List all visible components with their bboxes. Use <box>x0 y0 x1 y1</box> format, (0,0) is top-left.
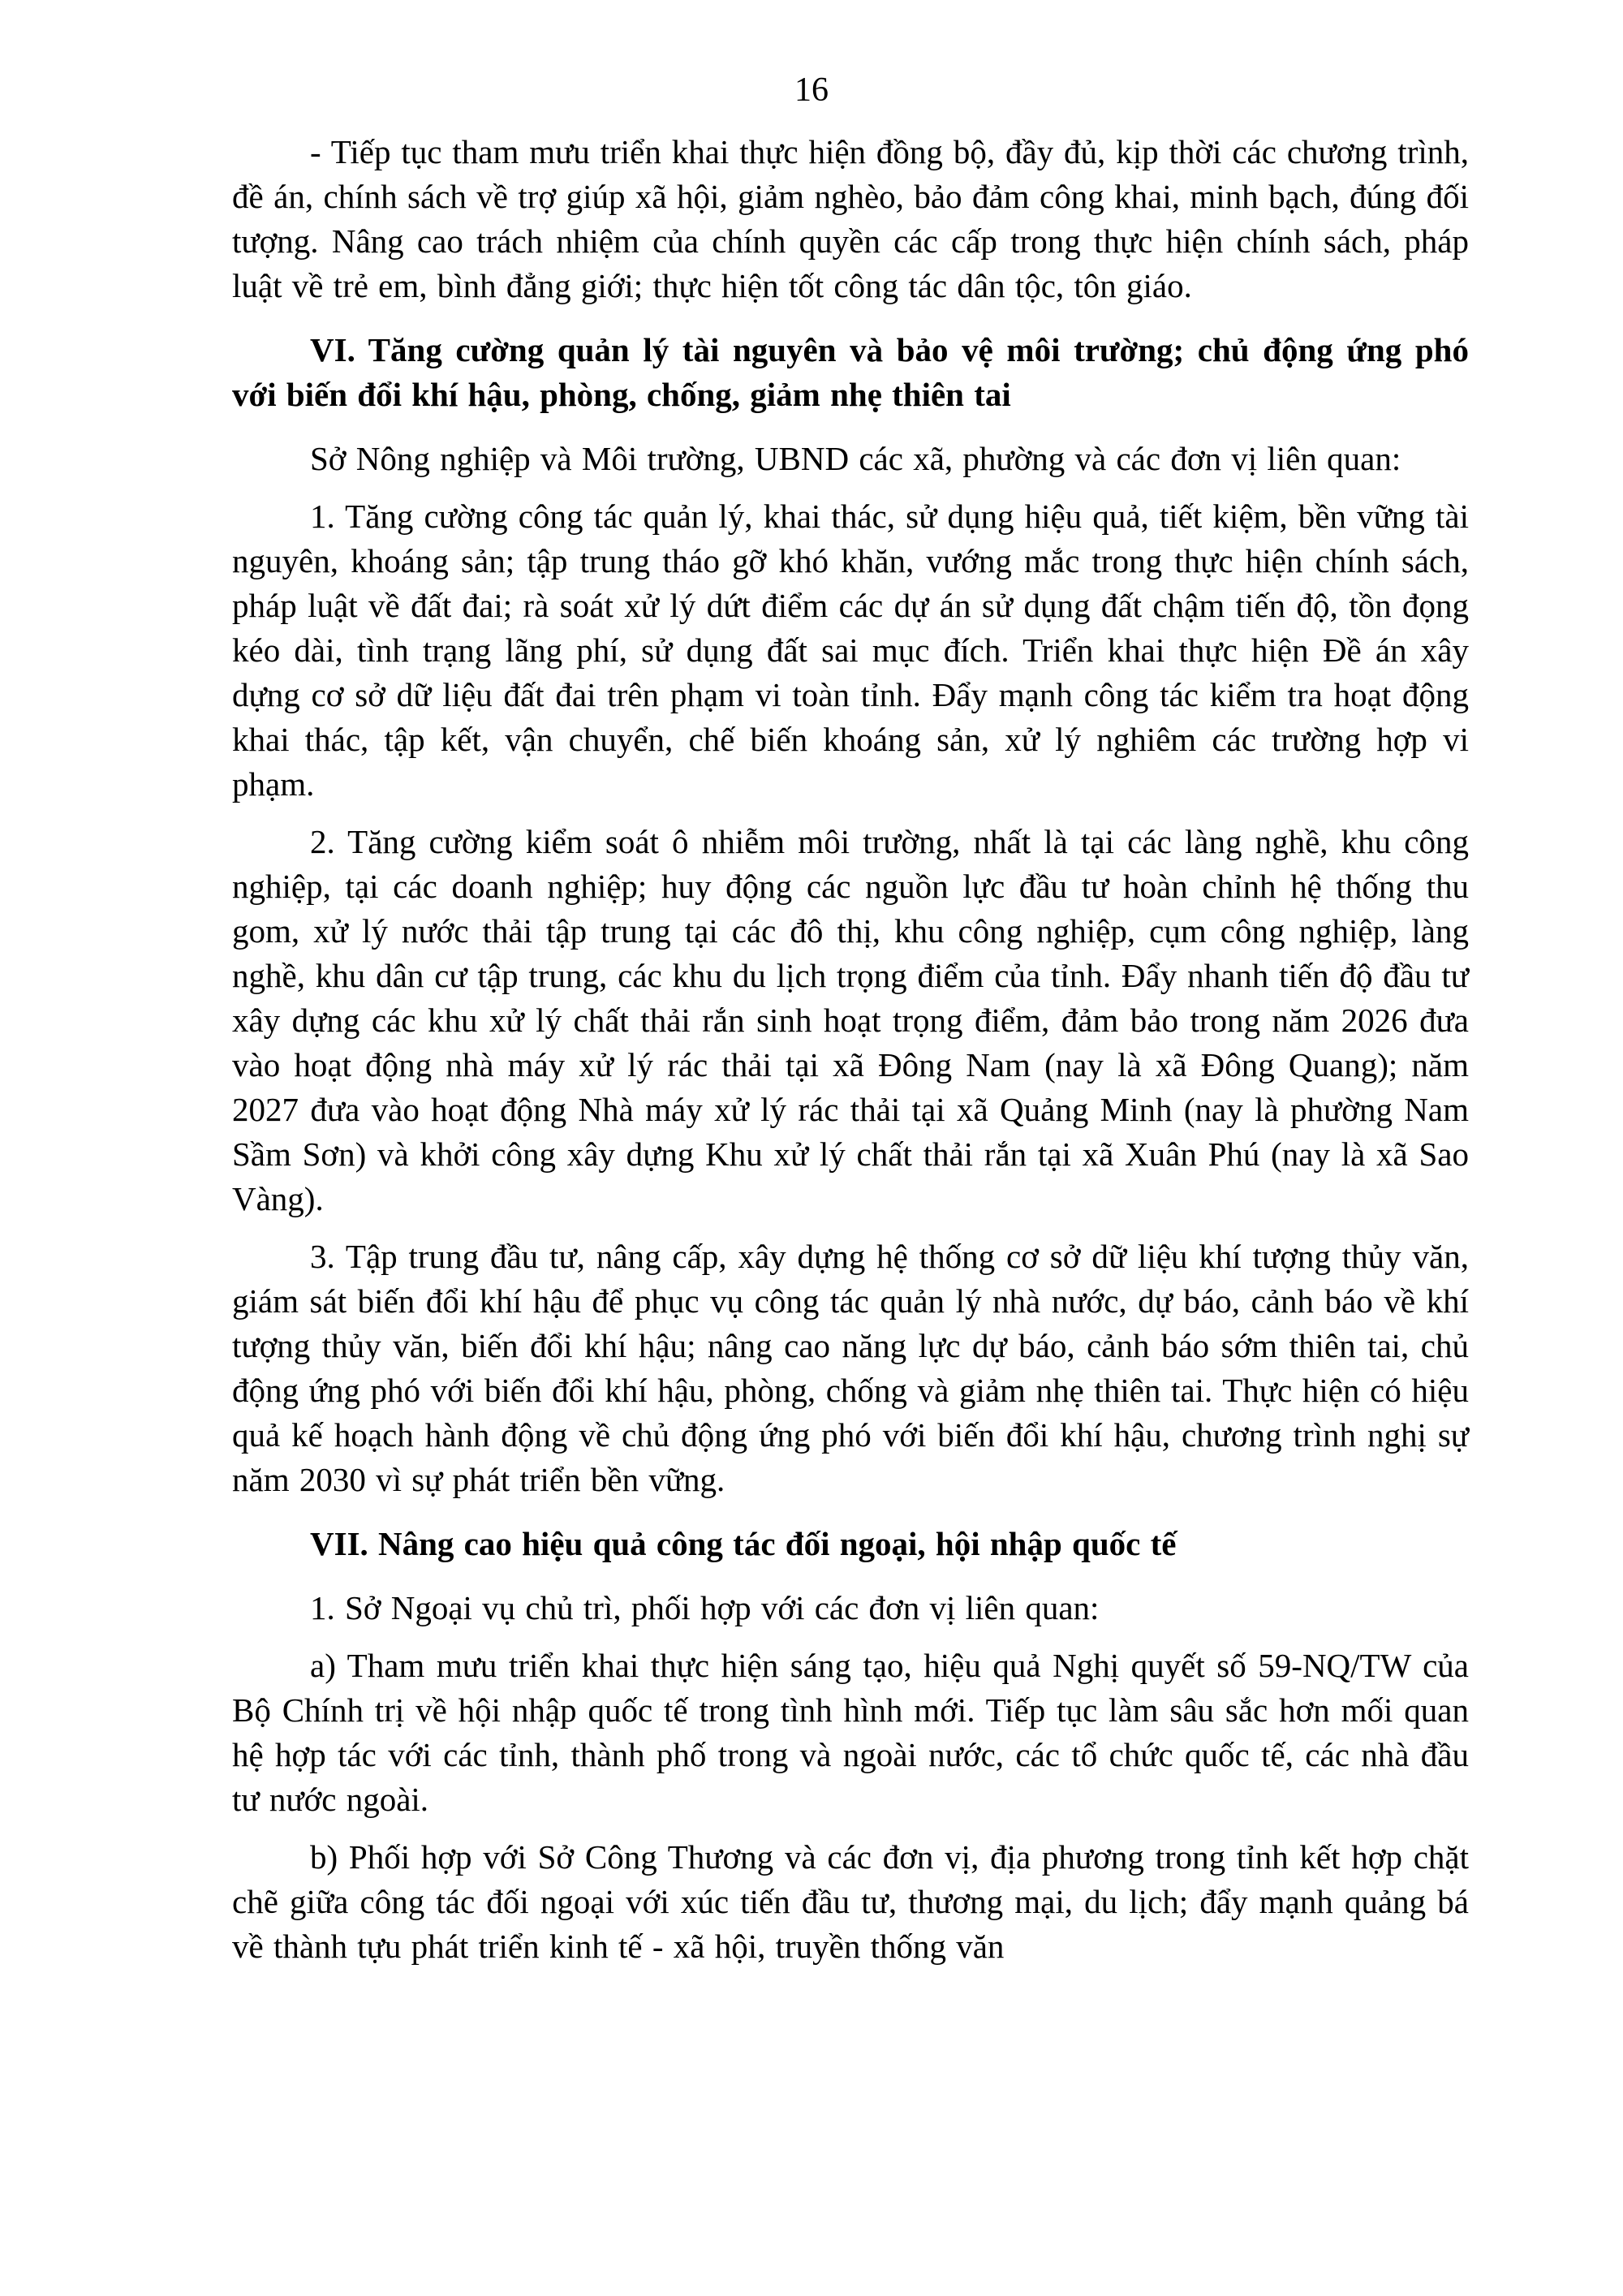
document-body <box>232 130 1469 1982</box>
page-number: 16 <box>794 71 829 109</box>
paragraph-social-policy: - Tiếp tục tham mưu triển khai thực hiện đồng bộ, đầy đủ, kịp thời các chương trình, đề án, chính sách về trợ giúp xã hội, giảm nghèo, bảo đảm công khai, minh bạch, đúng đối tượng. Nâng cao trách nhiệm của chính quyền các cấp trong thực hiện chính sách, pháp luật về trẻ em, bình đẳng giới; thực hiện tốt công tác dân tộc, tôn giáo. <box>232 133 1469 304</box>
paragraph-vii-item-b: b) Phối hợp với Sở Công Thương và các đơn vị, địa phương trong tỉnh kết hợp chặt chẽ giữa công tác đối ngoại với xúc tiến đầu tư, thương mại, du lịch; đẩy mạnh quảng bá về thành tựu phát triển kinh tế - xã hội, truyền thống văn <box>232 1838 1469 1965</box>
paragraph-vi-item-2: 2. Tăng cường kiểm soát ô nhiễm môi trường, nhất là tại các làng nghề, khu công nghiệp, tại các doanh nghiệp; huy động các nguồn lực đầu tư hoàn chỉnh hệ thống thu gom, xử lý nước thải tập trung tại các đô thị, khu công nghiệp, cụm công nghiệp, làng nghề, khu dân cư tập trung, các khu du lịch trọng điểm của tỉnh. Đẩy nhanh tiến độ đầu tư xây dựng các khu xử lý chất thải rắn sinh hoạt trọng điểm, đảm bảo trong năm 2026 đưa vào hoạt động nhà máy xử lý rác thải tại xã Đông Nam (nay là xã Đông Quang); năm 2027 đưa vào hoạt động Nhà máy xử lý rác thải tại xã Quảng Minh (nay là phường Nam Sầm Sơn) và khởi công xây dựng Khu xử lý chất thải rắn tại xã Xuân Phú (nay là xã Sao Vàng). <box>232 823 1469 1217</box>
paragraph-responsible-agencies: Sở Nông nghiệp và Môi trường, UBND các xã, phường và các đơn vị liên quan: <box>310 440 1401 477</box>
paragraph-vii-item-a: a) Tham mưu triển khai thực hiện sáng tạo, hiệu quả Nghị quyết số 59-NQ/TW của Bộ Chính trị về hội nhập quốc tế trong tình hình mới. Tiếp tục làm sâu sắc hơn mối quan hệ hợp tác với các tỉnh, thành phố trong và ngoài nước, các tổ chức quốc tế, các nhà đầu tư nước ngoài. <box>232 1647 1469 1818</box>
heading-section-vii: VII. Nâng cao hiệu quả công tác đối ngoại, hội nhập quốc tế <box>310 1525 1177 1562</box>
paragraph-vii-item-1: 1. Sở Ngoại vụ chủ trì, phối hợp với các đơn vị liên quan: <box>310 1589 1100 1626</box>
paragraph-vi-item-3: 3. Tập trung đầu tư, nâng cấp, xây dựng hệ thống cơ sở dữ liệu khí tượng thủy văn, giám sát biến đổi khí hậu để phục vụ công tác quản lý nhà nước, dự báo, cảnh báo về khí tượng thủy văn, biến đổi khí hậu; nâng cao năng lực dự báo, cảnh báo sớm thiên tai, chủ động ứng phó với biến đổi khí hậu, phòng, chống và giảm nhẹ thiên tai. Thực hiện có hiệu quả kế hoạch hành động về chủ động ứng phó với biến đổi khí hậu, chương trình nghị sự năm 2030 vì sự phát triển bền vững. <box>232 1238 1469 1498</box>
heading-section-vi: VI. Tăng cường quản lý tài nguyên và bảo vệ môi trường; chủ động ứng phó với biến đổi khí hậu, phòng, chống, giảm nhẹ thiên tai <box>232 331 1469 413</box>
paragraph-vi-item-1: 1. Tăng cường công tác quản lý, khai thác, sử dụng hiệu quả, tiết kiệm, bền vững tài nguyên, khoáng sản; tập trung tháo gỡ khó khăn, vướng mắc trong thực hiện chính sách, pháp luật về đất đai; rà soát xử lý dứt điểm các dự án sử dụng đất chậm tiến độ, tồn đọng kéo dài, tình trạng lãng phí, sử dụng đất sai mục đích. Triển khai thực hiện Đề án xây dựng cơ sở dữ liệu đất đai trên phạm vi toàn tỉnh. Đẩy mạnh công tác kiểm tra hoạt động khai thác, tập kết, vận chuyển, chế biến khoáng sản, xử lý nghiêm các trường hợp vi phạm. <box>232 498 1469 803</box>
